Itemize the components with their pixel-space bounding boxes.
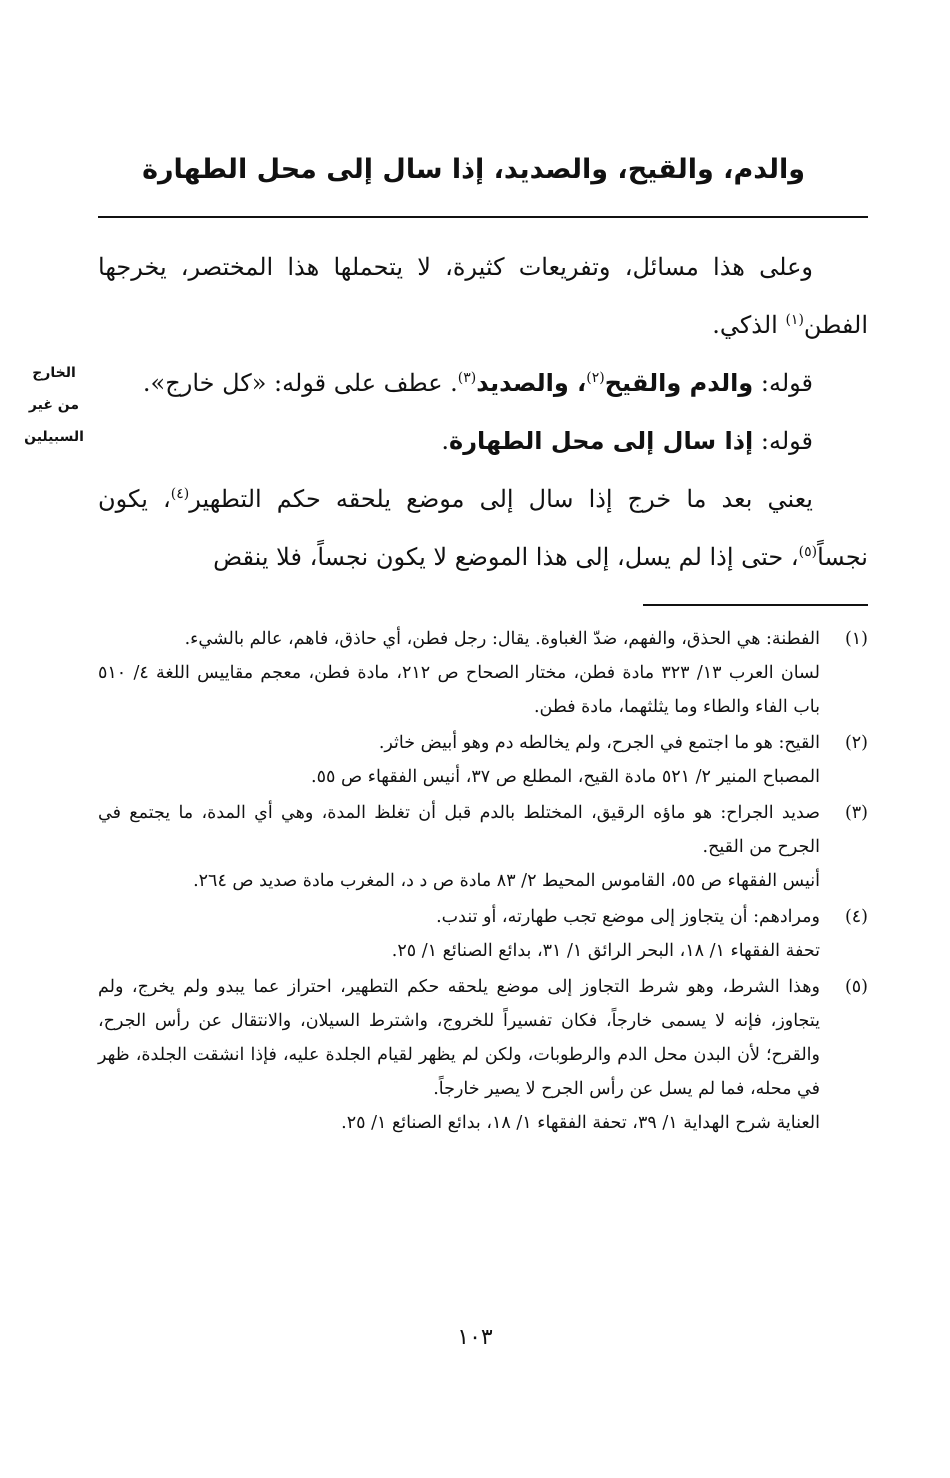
footnote-ref-2[interactable]: (٢) (586, 370, 605, 386)
footnote-item (98, 726, 868, 794)
footnote-ref-1[interactable]: (١) (785, 312, 804, 328)
paragraph-2-bold-a: والدم والقيح (604, 369, 754, 397)
footnote-source: أنيس الفقهاء ص ٥٥، القاموس المحيط ٢/ ٨٣ مادة ص د د، المغرب مادة صديد ص ٢٦٤. (193, 871, 820, 891)
margin-note (18, 357, 90, 453)
footnote-item (98, 970, 868, 1140)
footnote-number: (٣) (844, 803, 868, 823)
footnote-item (98, 900, 868, 968)
footnote-source: لسان العرب ١٣/ ٣٢٣ مادة فطن، مختار الصحاح ص ٢١٢، مادة فطن، معجم مقاييس اللغة ٤/ ٥١٠ باب الفاء والطاء وما يثلثهما، مادة فطن. (98, 663, 820, 717)
paragraph-2-bold-sep: ، والصديد (476, 369, 587, 397)
footnote-text: صديد الجراح: هو ماؤه الرقيق، المختلط بالدم قبل أن تغلظ المدة، وهي أي المدة، ما يجتمع في الجرح من القيح. (98, 803, 820, 857)
footnotes (98, 622, 868, 1142)
footnote-body (98, 970, 820, 1140)
footnote-number: (١) (844, 629, 868, 649)
footnote-source: تحفة الفقهاء ١/ ١٨، البحر الرائق ١/ ٣١، بدائع الصنائع ١/ ٢٥. (391, 941, 820, 961)
page-number: ١٠٣ (457, 1325, 493, 1350)
header-rule (98, 216, 868, 218)
footnote-text: القيح: هو ما اجتمع في الجرح، ولم يخالطه دم وهو أبيض خاثر. (378, 733, 820, 753)
paragraph-2-tail: . عطف على قوله: «كل خارج». (142, 369, 458, 397)
footnote-body (98, 796, 820, 898)
footnote-body (98, 726, 820, 794)
footnote-text: وهذا الشرط، وهو شرط التجاوز إلى موضع يلحقه حكم التطهير، احتراز عما يبدو ولم يخرج، ولم يتجاوز، فإنه لا يسمى خارجاً، فكان تفسيراً للخروج، واشترط السيلان، والانتقال عن رأس الجرح، والقرح؛ لأن البدن محل الدم والرطوبات، ولكن لم يظهر لقيام الجلدة عليه، فإذا انشقت الجلدة، ظهر في محله، فما لم يسل عن رأس الجرح لا يصير خارجاً. (98, 977, 820, 1099)
footnote-text: الفطنة: هي الحذق، والفهم، ضدّ الغباوة. يقال: رجل فطن، أي حاذق، فاهم، عالم بالشيء. (184, 629, 820, 649)
footnote-text: ومرادهم: أن يتجاوز إلى موضع تجب طهارته، أو تندب. (436, 907, 820, 927)
paragraph-4-text-b: ، يكون نجساً (98, 485, 868, 571)
running-head: والدم، والقيح، والصديد، إذا سال إلى محل الطهارة (142, 154, 805, 185)
footnote-body (98, 622, 820, 724)
paragraph-1-tail: الذكي. (712, 311, 786, 339)
paragraph-1 (98, 238, 868, 354)
margin-note-line: السبيلين (24, 429, 84, 445)
footnote-body (98, 900, 820, 968)
margin-note-line: الخارج (32, 365, 76, 381)
footnote-item (98, 796, 868, 898)
footnote-source: العناية شرح الهداية ١/ ٣٩، تحفة الفقهاء ١/ ١٨، بدائع الصنائع ١/ ٢٥. (341, 1113, 820, 1133)
footnote-ref-4[interactable]: (٤) (170, 486, 190, 502)
paragraph-2-lead: قوله: (753, 369, 813, 397)
paragraph-4 (98, 470, 868, 586)
paragraph-2 (98, 354, 868, 412)
footnote-separator (643, 604, 868, 606)
footnote-number: (٥) (844, 977, 868, 997)
paragraph-4-text-c: ، حتى إذا لم يسل، إلى هذا الموضع لا يكون نجساً، فلا ينقض (213, 543, 799, 571)
footnote-source: المصباح المنير ٢/ ٥٢١ مادة القيح، المطلع ص ٣٧، أنيس الفقهاء ص ٥٥. (311, 767, 820, 787)
paragraph-3-lead: قوله: (753, 427, 813, 455)
footnote-ref-3[interactable]: (٣) (457, 370, 477, 386)
paragraph-4-text-a: يعني بعد ما خرج إذا سال إلى موضع يلحقه حكم التطهير (189, 485, 813, 513)
footnote-ref-5[interactable]: (٥) (798, 544, 818, 560)
paragraph-3-tail: . (441, 427, 450, 455)
paragraph-3-bold: إذا سال إلى محل الطهارة (449, 427, 754, 455)
paragraph-3 (98, 412, 868, 470)
main-text (98, 238, 868, 586)
footnote-number: (٤) (844, 907, 868, 927)
footnote-item (98, 622, 868, 724)
margin-note-line: من غير (28, 397, 80, 413)
footnote-number: (٢) (844, 733, 868, 753)
paragraph-1-text: وعلى هذا مسائل، وتفريعات كثيرة، لا يتحملها هذا المختصر، يخرجها الفطن (98, 253, 868, 339)
